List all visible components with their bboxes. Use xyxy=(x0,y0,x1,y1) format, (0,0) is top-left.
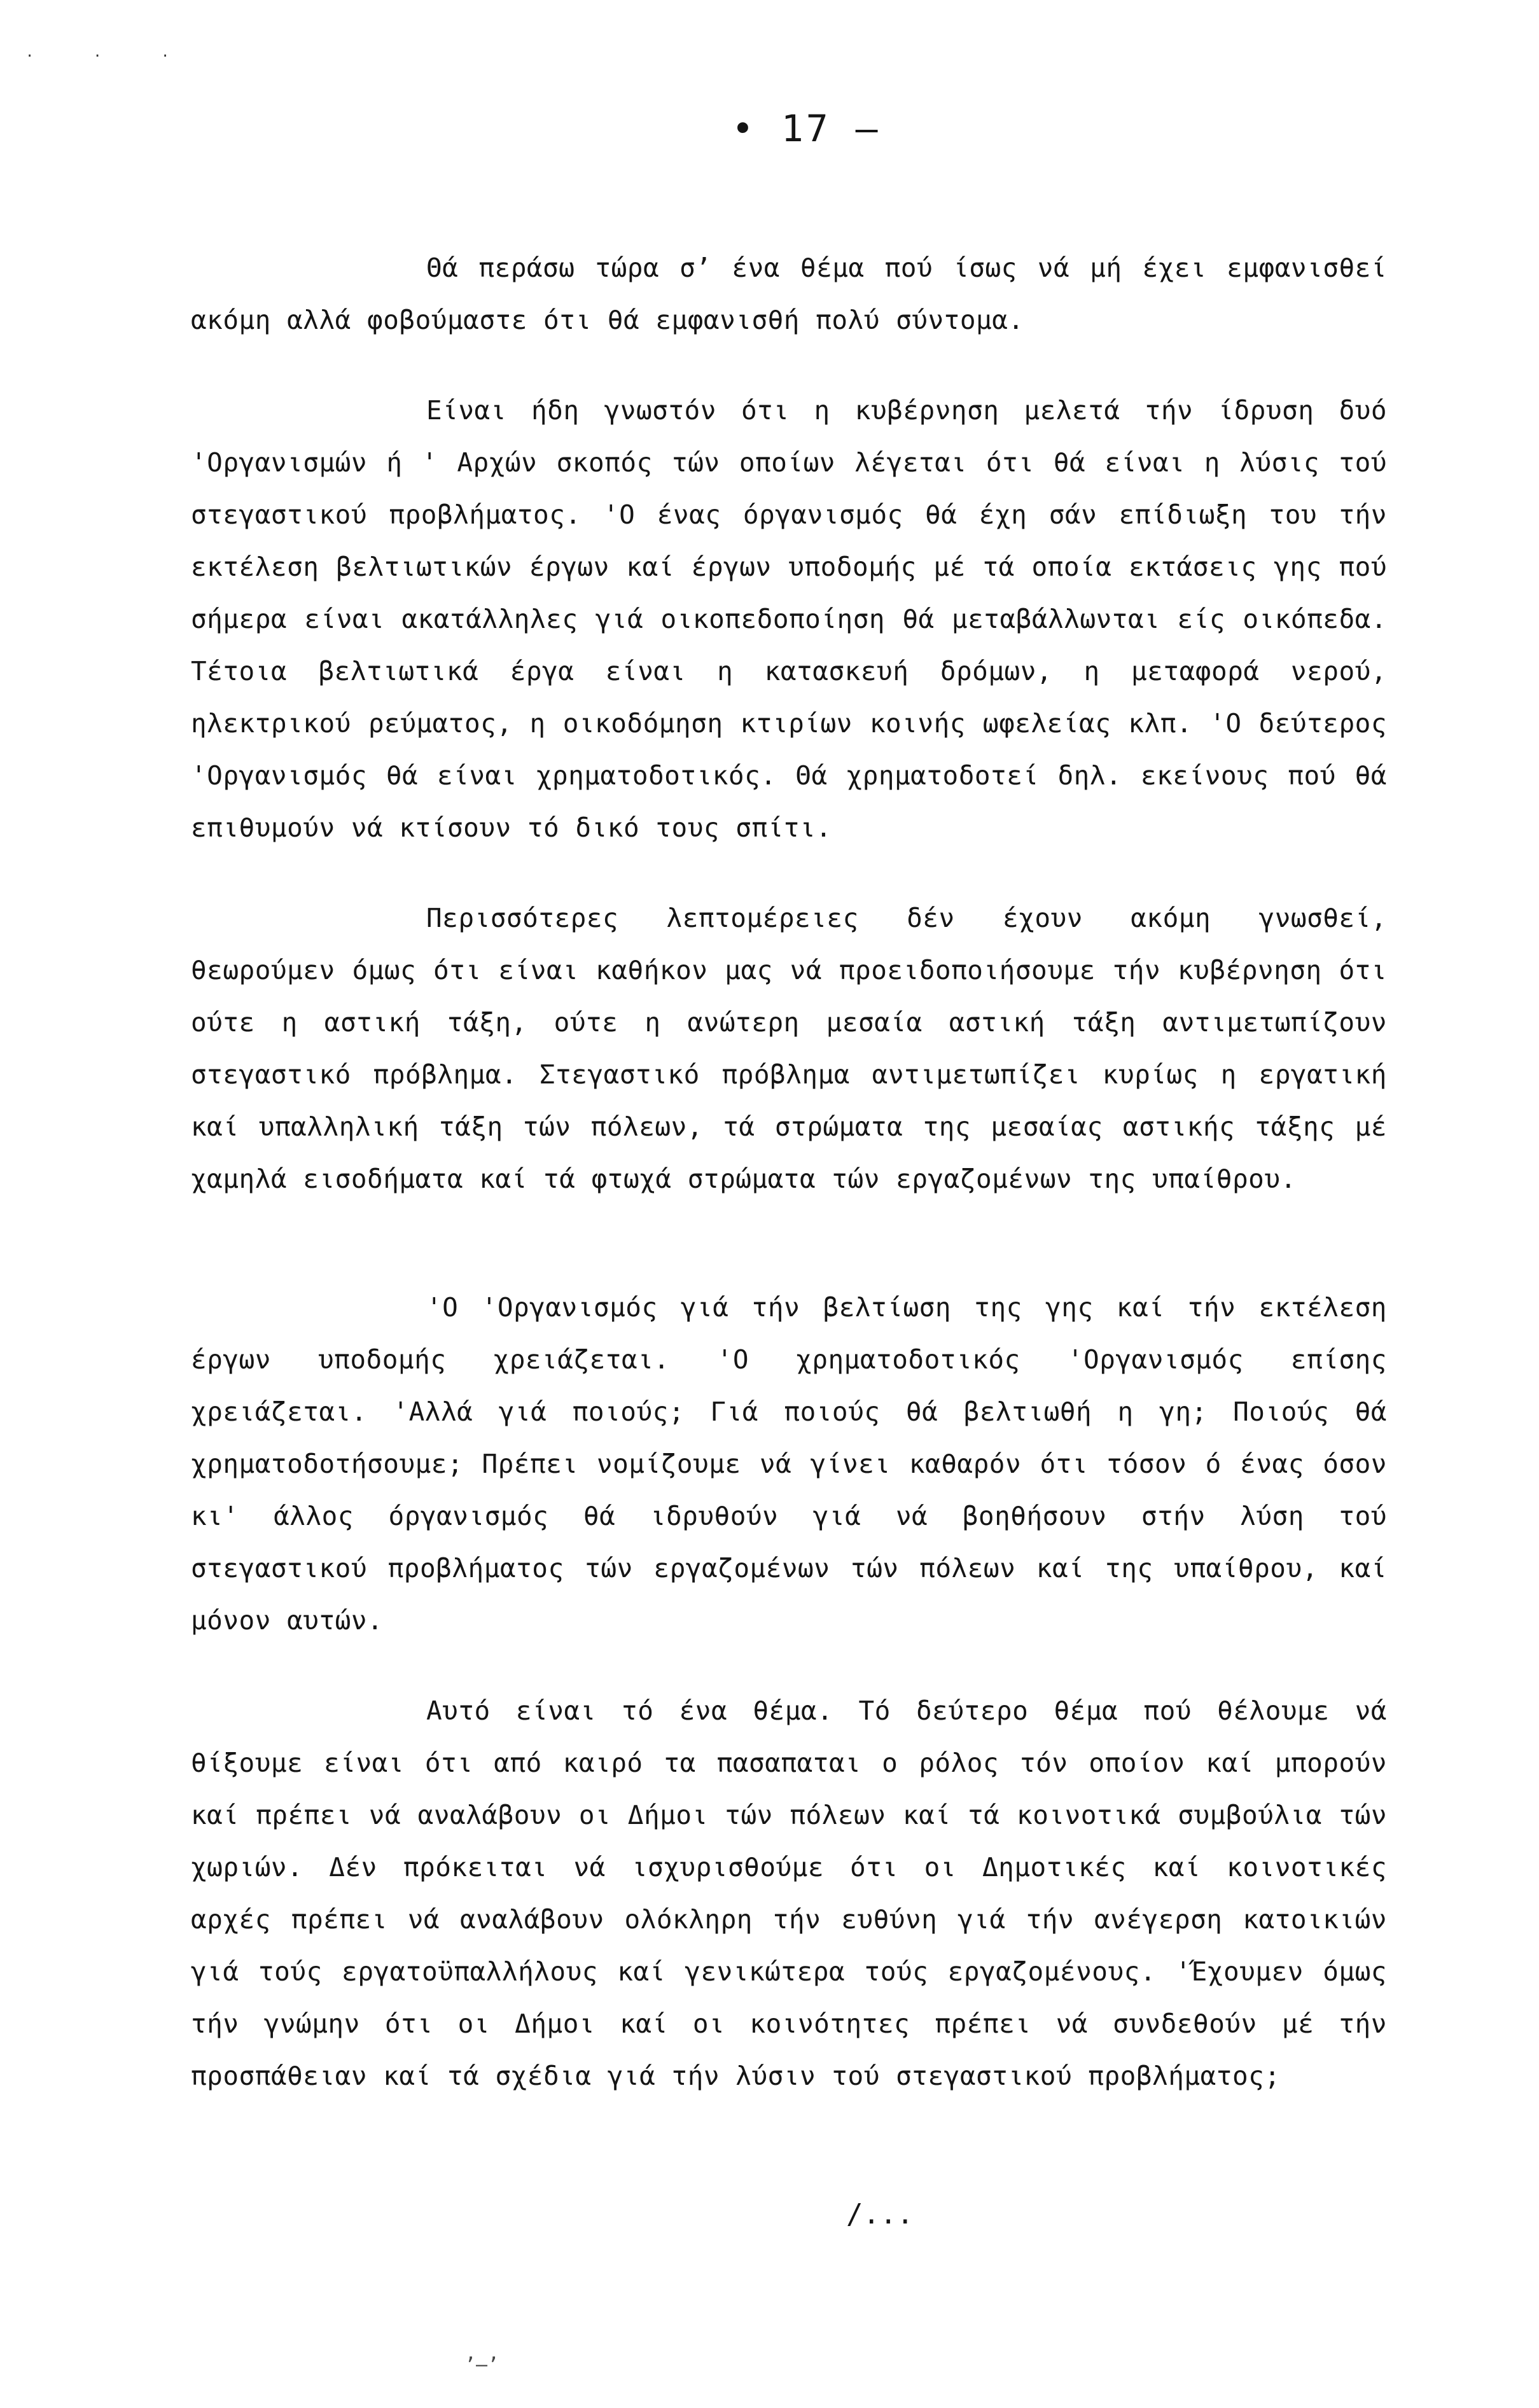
paragraph-2: Είναι ήδη γνωστόν ότι η κυβέρνηση μελετά τήν ίδρυση δυό 'Οργανισμών ή ' Αρχών σκοπός τών οποίων λέγεται ότι θά είναι η λύσις τού στεγαστικού προβλήματος. 'Ο ένας όργανισμός θά έχη σάν επίδιωξη του τήν εκτέλεση βελτιωτικών έργων καί έργων υποδομής μέ τά οποία εκτάσεις γης πού σήμερα είναι ακατάλληλες γιά οικοπεδοποίηση θά μεταβάλλωνται είς οικόπεδα. Τέτοια βελτιωτικά έργα είναι η κατασκευή δρόμων, η μεταφορά νερού, ηλεκτρικού ρεύματος, η οικοδόμηση κτιρίων κοινής ωφελείας κλπ. 'Ο δεύτερος 'Οργανισμός θά είναι χρηματοδοτικός. Θά χρηματοδοτεί δηλ. εκείνους πού θά επιθυμούν νά κτίσουν τό δικό τους σπίτι. xyxy=(191,395,1387,843)
paragraph-3: Περισσότερες λεπτομέρειες δέν έχουν ακόμη γνωσθεί, θεωρούμεν όμως ότι είναι καθήκον μας νά προειδοποιήσουμε τήν κυβέρνηση ότι ούτε η αστική τάξη, ούτε η ανώτερη μεσαία αστική τάξη αντιμετωπίζουν στεγαστικό πρόβλημα. Στεγαστικό πρόβλημα αντιμετωπίζει κυρίως η εργατική καί υπαλληλική τάξη τών πόλεων, τά στρώματα της μεσαίας αστικής τάξης μέ χαμηλά εισοδήματα καί τά φτωχά στρώματα τών εργαζομένων της υπαίθρου. xyxy=(191,903,1387,1194)
scan-specks: . . . xyxy=(25,45,195,60)
scan-mark: ’—’ xyxy=(464,2354,499,2376)
body-text xyxy=(191,242,1387,2102)
paragraph-4: 'Ο 'Οργανισμός γιά τήν βελτίωση της γης καί τήν εκτέλεση έργων υποδομής χρειάζεται. 'Ο χρηματοδοτικός 'Οργανισμός επίσης χρειάζεται. 'Αλλά γιά ποιούς; Γιά ποιούς θά βελτιωθή η γη; Ποιούς θά χρηματοδοτήσουμε; Πρέπει νομίζουμε νά γίνει καθαρόν ότι τόσον ό ένας όσον κι' άλλος όργανισμός θά ιδρυθούν γιά νά βοηθήσουν στήν λύση τού στεγαστικού προβλήματος τών εργαζομένων τών πόλεων καί της υπαίθρου, καί μόνον αυτών. xyxy=(191,1292,1387,1636)
paragraph-1: Θά περάσω τώρα σ’ ένα θέμα πού ίσως νά μή έχει εμφανισθεί ακόμη αλλά φοβούμαστε ότι θά εμφανισθή πολύ σύντομα. xyxy=(191,253,1387,335)
paragraph-5: Αυτό είναι τό ένα θέμα. Τό δεύτερο θέμα πού θέλουμε νά θίξουμε είναι ότι από καιρό τα πασαπαται ο ρόλος τόν οποίον καί μπορούν καί πρέπει νά αναλάβουν οι Δήμοι τών πόλεων καί τά κοινοτικά συμβούλια τών χωριών. Δέν πρόκειται νά ισχυρισθούμε ότι οι Δημοτικές καί κοινοτικές αρχές πρέπει νά αναλάβουν ολόκληρη τήν ευθύνη γιά τήν ανέγερση κατοικιών γιά τούς εργατοϋπαλλήλους καί γενικώτερα τούς εργαζομένους. 'Έχουμεν όμως τήν γνώμην ότι οι Δήμοι καί οι κοινότητες πρέπει νά συνδεθούν μέ τήν προσπάθειαν καί τά σχέδια γιά τήν λύσιν τού στεγαστικού προβλήματος; xyxy=(191,1695,1387,2091)
continuation-mark: /... xyxy=(846,2198,914,2231)
page-number: • 17 – xyxy=(732,107,881,150)
